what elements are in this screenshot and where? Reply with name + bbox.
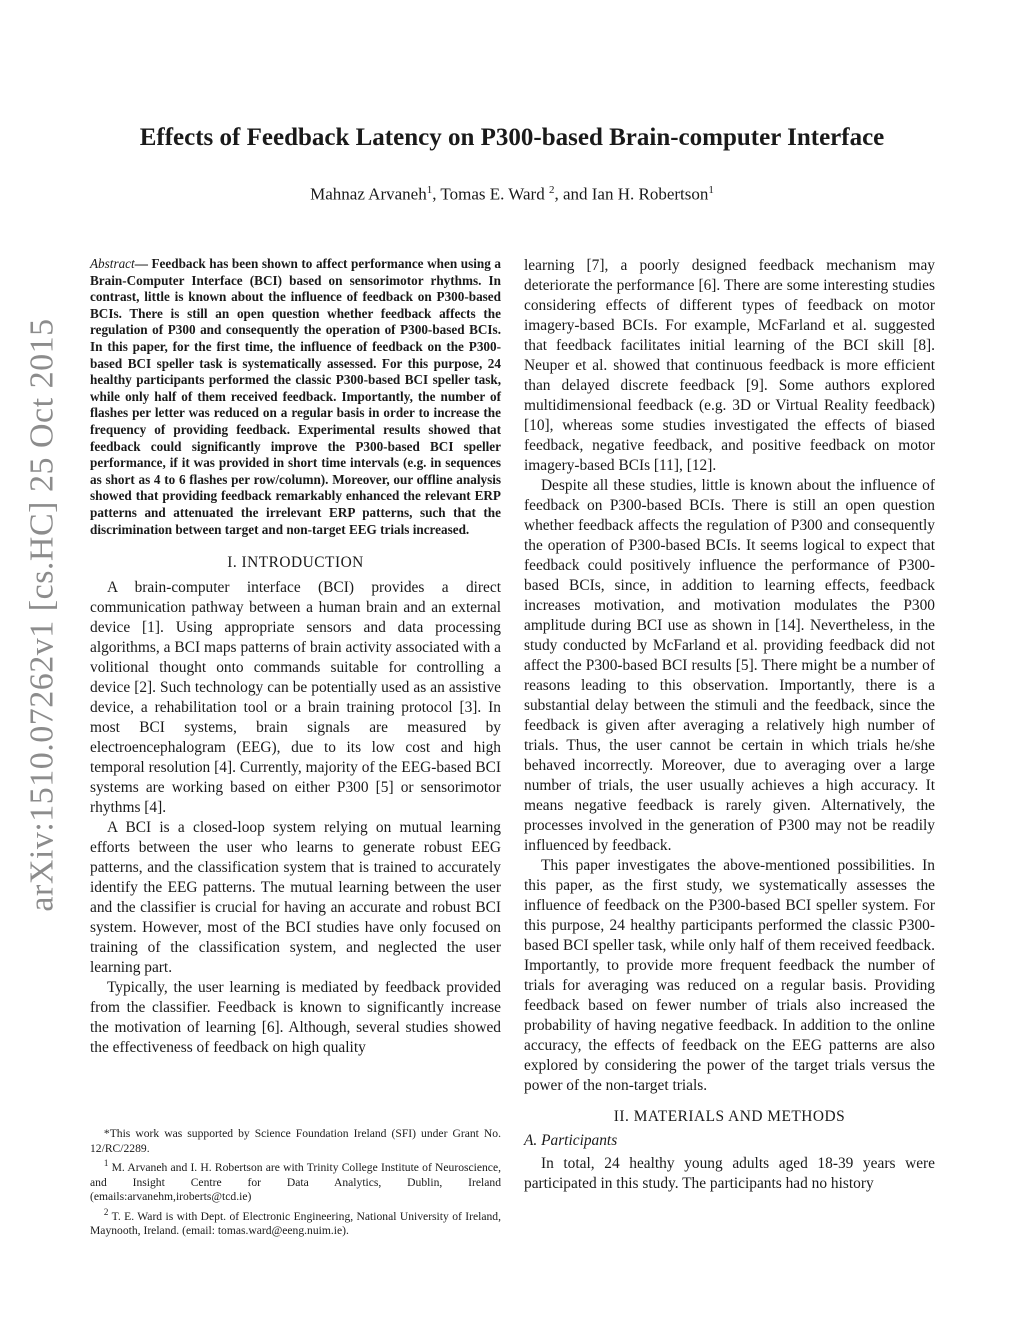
- footnote-1-mark: 1: [103, 1158, 109, 1169]
- author-3-affiliation-mark: 1: [708, 184, 714, 196]
- footnote-1-text: M. Arvaneh and I. H. Robertson are with Trinity College Institute of Neuroscience, and Insight Centre for Data Analytics, Dublin, Ireland (emails:arvanehm,iroberts@tcd.ie): [90, 1161, 501, 1204]
- intro-paragraph-2: A BCI is a closed-loop system relying on mutual learning efforts between the user who learns to generate robust EEG patterns, and the classification system that is trained to accurately identify the EEG patterns. The mutual learning between the user and the classifier is crucial for having an accurate and robust BCI system. However, most of the BCI studies have only focused on training of the classification system, and neglected the user learning part.: [90, 819, 501, 977]
- abstract-text: — Feedback has been shown to affect performance when using a Brain-Computer Interface (BCI) based on sensorimotor rhythms. In contrast, little is known about the influence of feedback on P300-based BCIs. There is still an open question whether feedback affects the regulation of P300 and consequently the operation of P300-based BCIs. In this paper, for the first time, the influence of feedback on the P300-based BCI speller task is systematically assessed. For this purpose, 24 healthy participants performed the classic P300-based BCI speller task, while only half of them received feedback. Importantly, the number of flashes per letter was reduced on a regular basis in order to increase the frequency of providing feedback. Experimental results showed that feedback could significantly improve the P300-based BCI speller performance, if it was provided in short time intervals (e.g. in sequences as short as 4 to 6 flashes per row/column). Moreover, our offline analysis showed that providing feedback remarkably enhanced the relevant ERP patterns and attenuated the irrelevant ERP patterns, such that the discrimination between target and non-target EEG trials increased.: [90, 256, 501, 537]
- right-paragraph-2: Despite all these studies, little is known about the influence of feedback on P300-based BCIs. There is still an open question whether feedback affects the regulation of P300 and consequently the operation of P300-based BCIs. It seems logical to expect that feedback could positively influence the performance of P300-based BCIs, since, in addition to learning effects, feedback increases motivation, and motivation modulates the P300 amplitude during BCI use as shown in [14]. Nevertheless, in the study conducted by McFarland et al. providing feedback did not affect the P300-based BCI results [5]. There might be a number of reasons leading to this observation. Importantly, there is a substantial delay between the stimuli and the feedback, since the feedback is given after averaging a relatively high number of trials. Thus, the user cannot be certain in which trials he/she behaved incorrectly. Moreover, due to averaging over a large number of trials, the user usually achieves a high accuracy. It means negative feedback is rarely given. Alternatively, the processes involved in the generation of P300 may not be readily influenced by feedback.: [524, 477, 935, 854]
- arxiv-id-text: arXiv:1510.07262v1 [cs.HC] 25 Oct 2015: [24, 318, 61, 912]
- right-paragraph-3: This paper investigates the above-mentioned possibilities. In this paper, as the first study, we systematically assesses the influence of feedback on the P300-based BCI speller system. For this purpose, 24 healthy participants performed the classic P300-based BCI speller task, while only half of them received feedback. Importantly, to provide more frequent feedback the number of trials for averaging was reduced on a regular basis. Providing feedback based on fewer number of trials also increased the probability of having negative feedback. In addition to the online accuracy, the effects of feedback on the EEG patterns are also explored by considering the power of the target trials versus the power of the non-target trials.: [524, 857, 935, 1094]
- author-separator-2: , and Ian H. Robertson: [554, 184, 709, 204]
- footnotes: [90, 1127, 501, 1239]
- right-column: [524, 256, 935, 1194]
- author-2-affiliation-mark: 2: [548, 184, 555, 196]
- right-paragraph-1: learning [7], a poorly designed feedback mechanism may deteriorate the performance [6]. There are some interesting studies considering effects of different types of feedback on motor imagery-based BCIs. For example, McFarland et al. suggested that feedback facilitates initial learning of the BCI skill [8]. Neuper et al. showed that continuous feedback is more efficient than delayed discrete feedback [9]. Some authors explored multidimensional feedback (e.g. 3D or Virtual Reality feedback) [10], whereas some studies investigated the effects of biased feedback, negative feedback, and positive feedback on motor imagery-based BCIs [11], [12].: [524, 257, 935, 474]
- intro-paragraph-3: Typically, the user learning is mediated by feedback provided from the classifier. Feedback is known to significantly increase the motivation of learning [6]. Although, several studies showed the effectiveness of feedback on high quality: [90, 979, 501, 1057]
- section-heading-introduction: I. INTRODUCTION: [227, 554, 364, 572]
- footnote-2-text: T. E. Ward is with Dept. of Electronic Engineering, National University of Ireland, Maynooth, Ireland. (email: tomas.ward@eeng.nuim.ie).: [90, 1209, 501, 1238]
- author-list: [0, 184, 1024, 205]
- footnote-affiliation-1: [90, 1156, 501, 1205]
- left-column: [90, 256, 501, 1058]
- abstract: [90, 256, 501, 538]
- section-heading-materials-methods: II. MATERIALS AND METHODS: [613, 1108, 846, 1125]
- abstract-lead: Abstract: [90, 256, 135, 271]
- intro-paragraph-1: A brain-computer interface (BCI) provides a direct communication pathway between a human brain and an external device [1]. Using appropriate sensors and data processing algorithms, a BCI maps patterns of brain activity associated with a volitional thought onto commands suitable for controlling a device [2]. Such technology can be potentially used as an assistive device, a rehabilitation tool or a brain training protocol [3]. In most BCI systems, brain signals are measured by electroencephalogram (EEG), due to its low cost and high temporal resolution [4]. Currently, majority of the EEG-based BCI systems are working based on either P300 [5] or sensorimotor rhythms [4].: [90, 579, 501, 817]
- author-1: Mahnaz Arvaneh: [310, 184, 427, 204]
- arxiv-identifier-stamp: [14, 320, 72, 910]
- author-1-affiliation-mark: 1: [426, 184, 433, 196]
- footnote-affiliation-2: [90, 1205, 501, 1239]
- subsection-heading-participants: A. Participants: [524, 1132, 618, 1149]
- paper-title: Effects of Feedback Latency on P300-based Brain-computer Interface: [139, 124, 885, 151]
- author-separator-1: , Tomas E. Ward: [432, 184, 549, 204]
- participants-paragraph: In total, 24 healthy young adults aged 18-39 years were participated in this study. The participants had no history: [524, 1155, 935, 1192]
- footnote-funding: *This work was supported by Science Foundation Ireland (SFI) under Grant No. 12/RC/2289.: [90, 1127, 501, 1155]
- footnote-2-mark: 2: [103, 1206, 109, 1217]
